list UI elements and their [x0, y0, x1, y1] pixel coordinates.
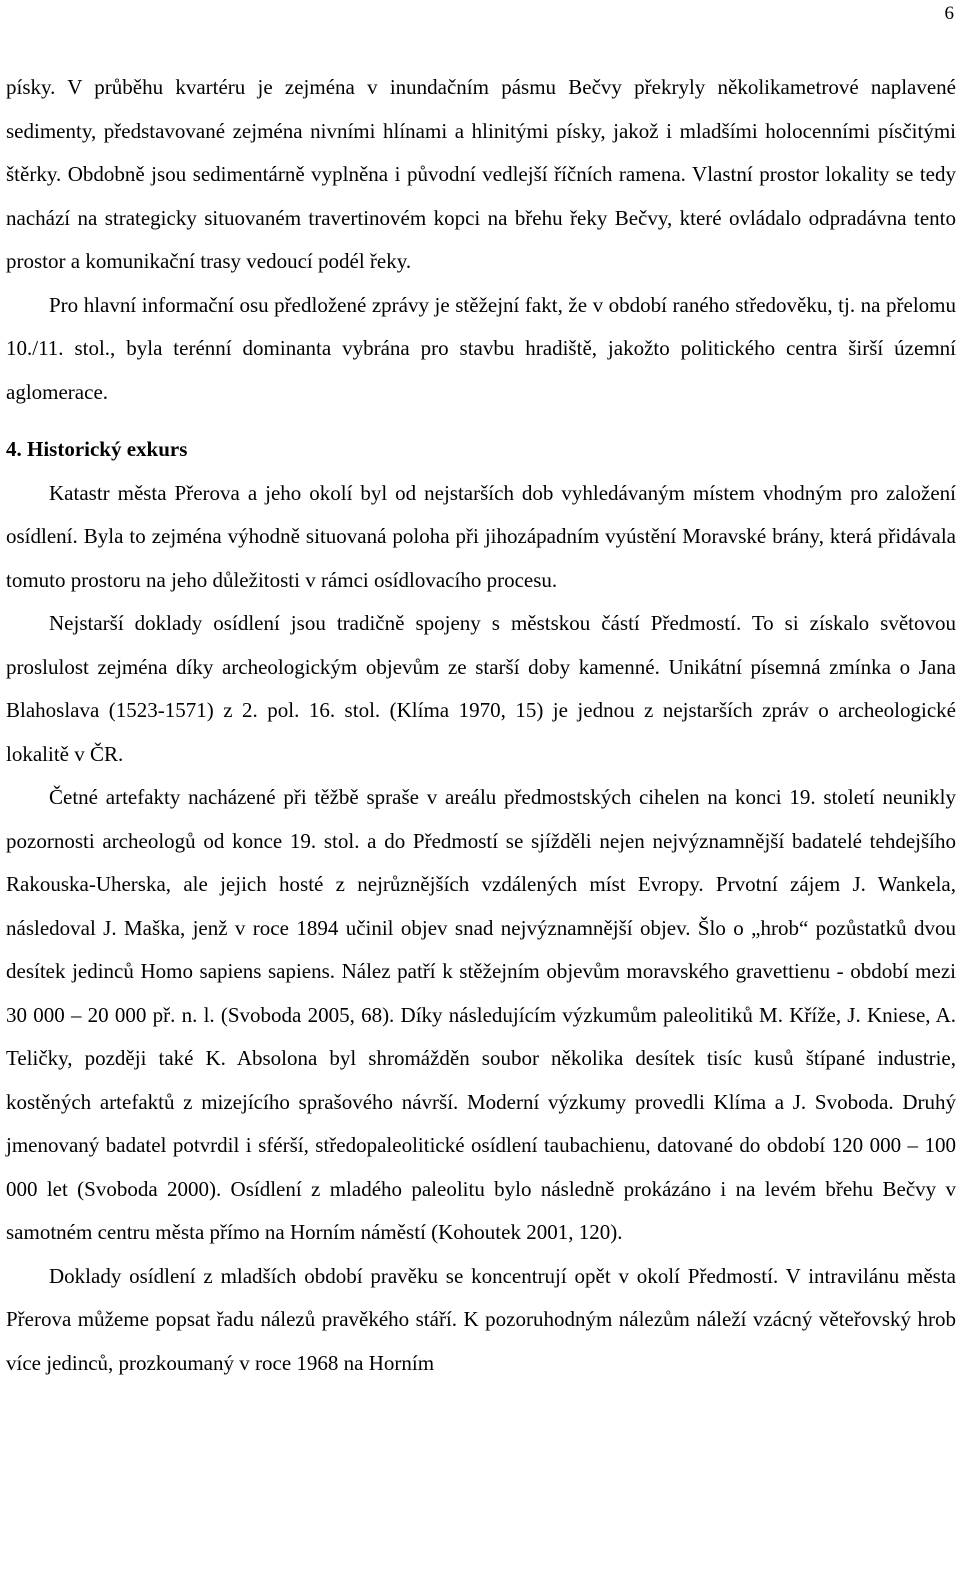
paragraph-1: písky. V průběhu kvartéru je zejména v inundačním pásmu Bečvy překryly několikametrové naplavené sedimenty, představované zejména nivními hlínami a hlinitými písky, jakož i mladšími holocenními písčitými štěrky. Obdobně jsou sedimentárně vyplněna i původní vedlejší říčních ramena. Vlastní prostor lokality se tedy nachází na strategicky situovaném travertinovém kopci na břehu řeky Bečvy, které ovládalo odpradávna tento prostor a komunikační trasy vedoucí podél řeky.	[6, 75, 956, 273]
page-number: 6	[944, 3, 954, 24]
document-body	[6, 66, 956, 1385]
paragraph-4: Nejstarší doklady osídlení jsou tradičně spojeny s městskou částí Předmostí. To si získalo světovou proslulost zejména díky archeologickým objevům ze starší doby kamenné. Unikátní písemná zmínka o Jana Blahoslava (1523-1571) z 2. pol. 16. stol. (Klíma 1970, 15) je jednou z nejstarších zpráv o archeologické lokalitě v ČR.	[6, 611, 956, 766]
spacer	[6, 414, 956, 428]
paragraph-5: Četné artefakty nacházené při těžbě spraše v areálu předmostských cihelen na konci 19. století neunikly pozornosti archeologů od konce 19. stol. a do Předmostí se sjížděli nejen nejvýznamnější badatelé tehdejšího Rakouska-Uherska, ale jejich hosté z nejrůznějších vzdálených míst Evropy. Prvotní zájem J. Wankela, následoval J. Maška, jenž v roce 1894 učinil objev snad nejvýznamnější objev. Šlo o „hrob“ pozůstatků dvou desítek jedinců Homo sapiens sapiens. Nález patří k stěžejním objevům moravského gravettienu - období mezi 30 000 – 20 000 př. n. l. (Svoboda 2005, 68). Díky následujícím výzkumům paleolitiků M. Kříže, J. Kniese, A. Teličky, později také K. Absolona byl shromážděn soubor několika desítek tisíc kusů štípané industrie, kostěných artefaktů z mizejícího sprašového návrší. Moderní výzkumy provedli Klíma a J. Svoboda. Druhý jmenovaný badatel potvrdil i sférší, středopaleolitické osídlení taubachienu, datované do období 120 000 – 100 000 let (Svoboda 2000). Osídlení z mladého paleolitu bylo následně prokázáno i na levém břehu Bečvy v samotném centru města přímo na Horním náměstí (Kohoutek 2001, 120).	[6, 785, 956, 1244]
section-heading: 4. Historický exkurs	[6, 437, 188, 461]
paragraph-6: Doklady osídlení z mladších období pravěku se koncentrují opět v okolí Předmostí. V intravilánu města Přerova můžeme popsat řadu nálezů pravěkého stáří. K pozoruhodným nálezům náleží vzácný věteřovský hrob více jedinců, prozkoumaný v roce 1968 na Horním	[6, 1263, 956, 1375]
paragraph-2: Pro hlavní informační osu předložené zprávy je stěžejní fakt, že v období raného středověku, tj. na přelomu 10./11. stol., byla terénní dominanta vybrána pro stavbu hradiště, jakožto politického centra širší územní aglomerace.	[6, 292, 956, 404]
paragraph-3: Katastr města Přerova a jeho okolí byl od nejstarších dob vyhledávaným místem vhodným pro založení osídlení. Byla to zejména výhodně situovaná poloha při jihozápadním vyústění Moravské brány, která přidávala tomuto prostoru na jeho důležitosti v rámci osídlovacího procesu.	[6, 480, 956, 592]
